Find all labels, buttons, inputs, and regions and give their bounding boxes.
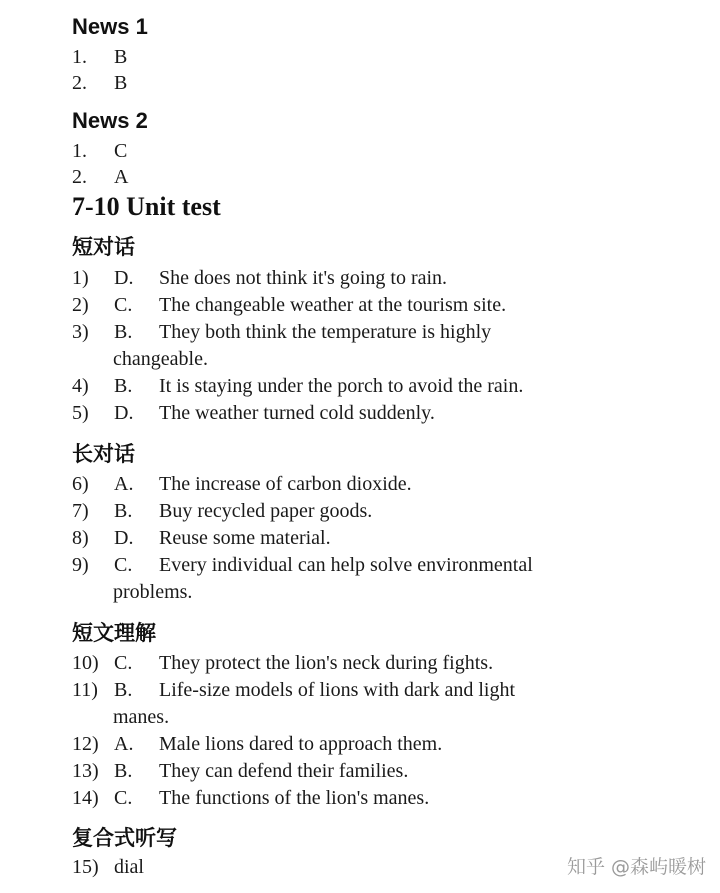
passage-item-11-continuation: manes. xyxy=(113,706,170,728)
item-letter: B. xyxy=(114,500,133,522)
item-text: They can defend their families. xyxy=(159,760,409,782)
news1-heading: News 1 xyxy=(72,14,148,39)
short-conv-item-3 xyxy=(72,320,491,344)
item-number: 12) xyxy=(72,733,99,755)
item-answer: B xyxy=(114,72,128,94)
news2-item-2 xyxy=(72,165,128,189)
long-conv-item-7 xyxy=(72,499,372,523)
unit-test-heading: 7-10 Unit test xyxy=(72,192,221,221)
item-number: 3) xyxy=(72,321,89,343)
item-number: 7) xyxy=(72,500,89,522)
passage-comprehension-heading: 短文理解 xyxy=(72,621,156,645)
item-letter: B. xyxy=(114,760,133,782)
item-letter: A. xyxy=(114,473,134,495)
item-letter: C. xyxy=(114,554,133,576)
passage-item-14 xyxy=(72,786,429,810)
long-conv-item-8 xyxy=(72,526,331,550)
item-letter: C. xyxy=(114,294,133,316)
passage-item-11 xyxy=(72,678,515,702)
item-text: The weather turned cold suddenly. xyxy=(159,402,435,424)
passage-item-10 xyxy=(72,651,493,675)
item-number: 15) xyxy=(72,856,99,878)
item-number: 14) xyxy=(72,787,99,809)
item-letter: A. xyxy=(114,733,134,755)
item-letter: C. xyxy=(114,787,133,809)
item-number: 10) xyxy=(72,652,99,674)
long-conv-item-9-continuation: problems. xyxy=(113,581,193,603)
short-conv-item-3-continuation: changeable. xyxy=(113,348,208,370)
long-conversation-heading: 长对话 xyxy=(72,442,135,466)
passage-item-13 xyxy=(72,759,408,783)
item-letter: B. xyxy=(114,679,133,701)
short-conv-item-5 xyxy=(72,401,435,425)
item-letter: B. xyxy=(114,375,133,397)
item-text: dial xyxy=(114,856,144,878)
item-number: 1) xyxy=(72,267,89,289)
news2-item-1 xyxy=(72,139,127,163)
item-number: 8) xyxy=(72,527,89,549)
long-conv-item-9 xyxy=(72,553,533,577)
item-text: The increase of carbon dioxide. xyxy=(159,473,412,495)
item-answer: C xyxy=(114,140,128,162)
item-text: The changeable weather at the tourism site. xyxy=(159,294,507,316)
item-answer: B xyxy=(114,46,128,68)
item-letter: C. xyxy=(114,652,133,674)
item-letter: D. xyxy=(114,267,134,289)
item-number: 1. xyxy=(72,140,87,162)
news1-item-2 xyxy=(72,71,127,95)
zhihu-watermark: 知乎 @森屿暖树 xyxy=(566,856,706,878)
short-conv-item-2 xyxy=(72,293,506,317)
item-number: 9) xyxy=(72,554,89,576)
news1-item-1 xyxy=(72,45,127,69)
news2-heading: News 2 xyxy=(72,108,148,133)
item-text: Male lions dared to approach them. xyxy=(159,733,443,755)
item-number: 2) xyxy=(72,294,89,316)
item-text: Every individual can help solve environmental xyxy=(159,554,533,576)
item-number: 5) xyxy=(72,402,89,424)
item-number: 1. xyxy=(72,46,87,68)
item-number: 2. xyxy=(72,72,87,94)
short-conv-item-1 xyxy=(72,266,447,290)
item-letter: B. xyxy=(114,321,133,343)
dictation-item-15 xyxy=(72,855,144,879)
item-number: 2. xyxy=(72,166,87,188)
item-answer: A xyxy=(114,166,129,188)
item-letter: D. xyxy=(114,527,134,549)
item-number: 6) xyxy=(72,473,89,495)
item-number: 11) xyxy=(72,679,98,701)
item-text: Life-size models of lions with dark and light xyxy=(159,679,516,701)
item-number: 13) xyxy=(72,760,99,782)
compound-dictation-heading: 复合式听写 xyxy=(72,826,177,850)
item-text: She does not think it's going to rain. xyxy=(159,267,448,289)
item-text: They protect the lion's neck during fights. xyxy=(159,652,494,674)
short-conversation-heading: 短对话 xyxy=(72,235,135,259)
item-text: The functions of the lion's manes. xyxy=(159,787,430,809)
passage-item-12 xyxy=(72,732,442,756)
item-text: Buy recycled paper goods. xyxy=(159,500,373,522)
item-text: They both think the temperature is highly xyxy=(159,321,492,343)
long-conv-item-6 xyxy=(72,472,412,496)
item-text: Reuse some material. xyxy=(159,527,331,549)
item-letter: D. xyxy=(114,402,134,424)
short-conv-item-4 xyxy=(72,374,523,398)
item-number: 4) xyxy=(72,375,89,397)
item-text: It is staying under the porch to avoid the rain. xyxy=(159,375,524,397)
